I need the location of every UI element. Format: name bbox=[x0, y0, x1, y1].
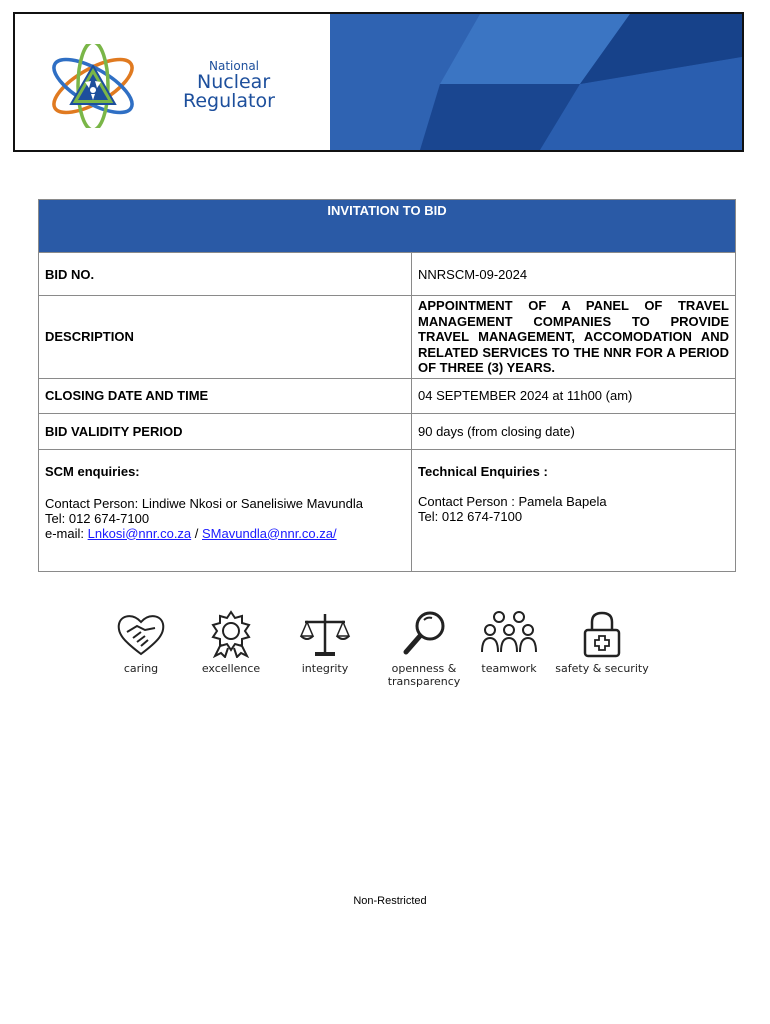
classification-note: Non-Restricted bbox=[353, 895, 427, 907]
validity-label: BID VALIDITY PERIOD bbox=[39, 413, 412, 449]
email-link-nkosi[interactable]: Lnkosi@nnr.co.za bbox=[87, 525, 192, 541]
value-safety bbox=[552, 610, 652, 675]
value-label-excellence: excellence bbox=[201, 662, 261, 675]
value-excellence bbox=[192, 610, 270, 675]
banner-pattern bbox=[330, 14, 744, 150]
email-separator: / bbox=[191, 525, 202, 541]
scm-tel: Tel: 012 674-7100 bbox=[45, 510, 150, 526]
value-label-integrity: integrity bbox=[301, 662, 349, 675]
logo-line-nuclear: Nuclear bbox=[197, 71, 271, 93]
technical-enquiries-cell bbox=[412, 449, 736, 571]
padlock-cross-icon bbox=[576, 610, 628, 658]
scm-email-prefix: e-mail: bbox=[45, 525, 88, 541]
email-link-mavundla[interactable]: SMavundla@nnr.co.za/ bbox=[202, 525, 337, 541]
closing-date-label: CLOSING DATE AND TIME bbox=[39, 378, 412, 413]
scales-icon bbox=[299, 610, 351, 658]
value-label-teamwork: teamwork bbox=[481, 662, 537, 675]
value-caring bbox=[102, 610, 180, 675]
handshake-heart-icon bbox=[115, 610, 167, 658]
value-label-caring: caring bbox=[123, 662, 159, 675]
nnr-logo-icon bbox=[45, 44, 141, 128]
value-label-openness: openness & transparency bbox=[387, 662, 461, 688]
value-teamwork bbox=[470, 610, 548, 675]
technical-contact: Contact Person : Pamela Bapela bbox=[418, 493, 607, 509]
technical-heading: Technical Enquiries : bbox=[418, 463, 548, 479]
value-label-safety: safety & security bbox=[555, 662, 649, 675]
closing-date-value: 04 SEPTEMBER 2024 at 11h00 (am) bbox=[412, 378, 736, 413]
table-row bbox=[39, 449, 736, 571]
logo-line-regulator: Regulator bbox=[183, 90, 275, 112]
description-label: DESCRIPTION bbox=[39, 296, 412, 379]
bid-no-value: NNRSCM-09-2024 bbox=[412, 253, 736, 296]
bid-title: INVITATION TO BID bbox=[39, 200, 736, 253]
table-row bbox=[39, 413, 736, 449]
validity-value: 90 days (from closing date) bbox=[412, 413, 736, 449]
table-row bbox=[39, 200, 736, 253]
scm-enquiries-cell bbox=[39, 449, 412, 571]
bid-table bbox=[38, 199, 736, 572]
table-row bbox=[39, 378, 736, 413]
logo-line-national: National bbox=[209, 59, 260, 73]
value-integrity bbox=[288, 610, 362, 675]
table-row bbox=[39, 253, 736, 296]
award-rosette-icon bbox=[205, 610, 257, 658]
value-openness bbox=[378, 610, 470, 688]
technical-tel: Tel: 012 674-7100 bbox=[418, 508, 523, 524]
nnr-wordmark bbox=[183, 60, 275, 111]
scm-heading: SCM enquiries: bbox=[45, 463, 140, 479]
table-row bbox=[39, 296, 736, 379]
description-value: APPOINTMENT OF A PANEL OF TRAVEL MANAGEMENT COMPANIES TO PROVIDE TRAVEL MANAGEMENT, ACCOMODATION AND RELATED SERVICES TO THE NNR FOR A PERIOD OF THREE (3) YEARS. bbox=[412, 296, 736, 379]
header-banner bbox=[13, 12, 744, 152]
scm-email-line bbox=[45, 526, 405, 541]
bid-no-label: BID NO. bbox=[39, 253, 412, 296]
people-group-icon bbox=[480, 610, 538, 658]
scm-contact: Contact Person: Lindiwe Nkosi or Sanelisiwe Mavundla bbox=[45, 495, 363, 511]
magnifier-icon bbox=[398, 610, 450, 658]
values-strip bbox=[100, 610, 660, 700]
